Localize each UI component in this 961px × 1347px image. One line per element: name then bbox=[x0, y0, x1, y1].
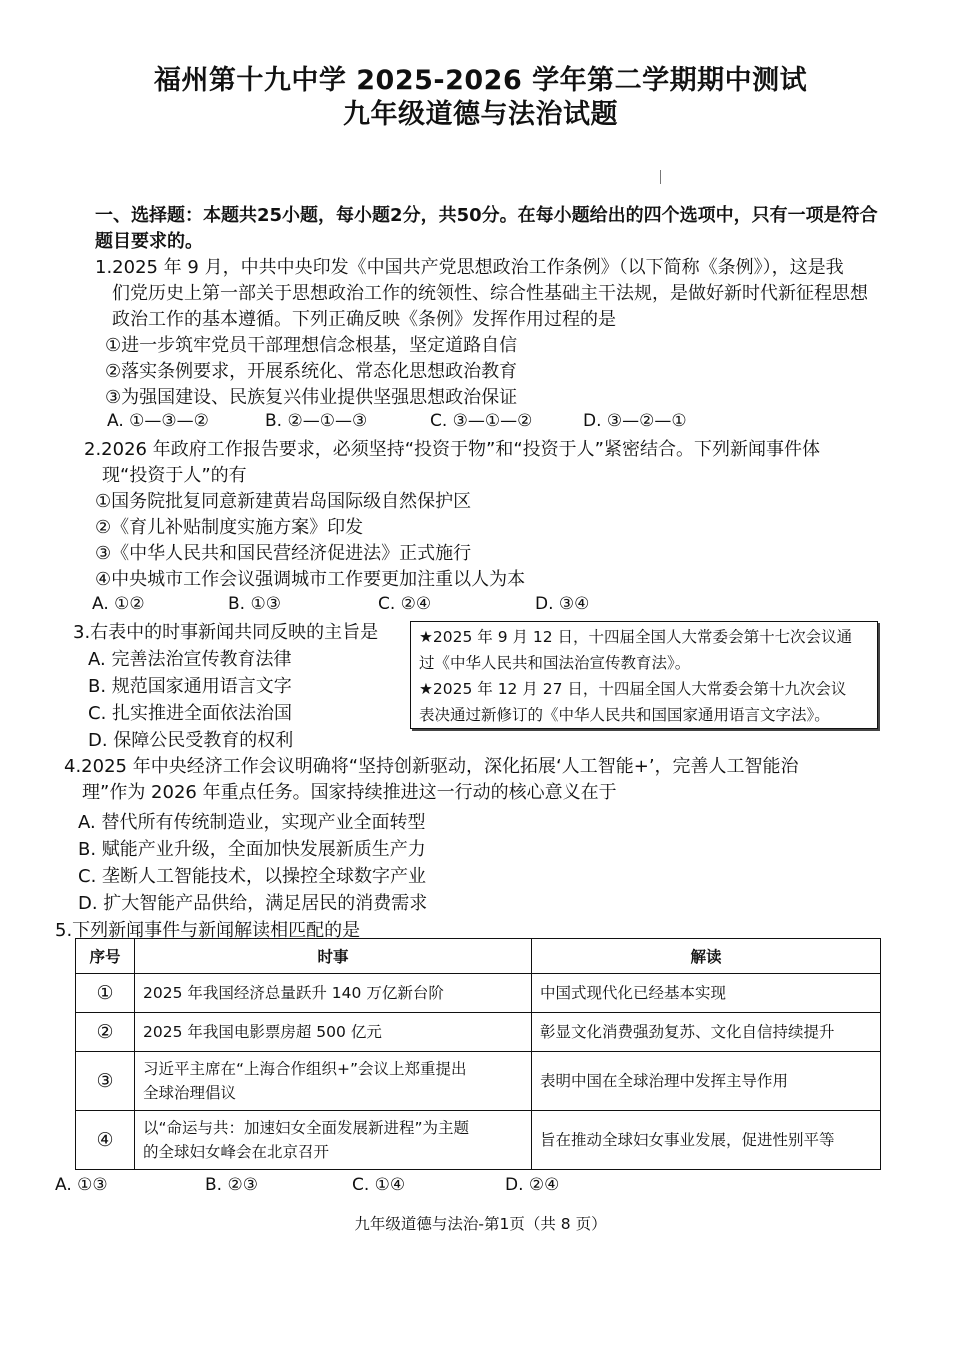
row-event-text: 2025 年我国电影票房超 500 亿元 bbox=[143, 1023, 382, 1041]
row-interp: 中国式现代化已经基本实现 bbox=[532, 974, 881, 1013]
q5-option-a: A. ①③ bbox=[55, 1175, 108, 1195]
table-row bbox=[76, 1013, 881, 1052]
news-item-1: ★2025 年 9 月 12 日，十四届全国人大常委会第十七次会议通 bbox=[419, 628, 853, 646]
q2-item-3: ③《中华人民共和国民营经济促进法》正式施行 bbox=[95, 543, 472, 564]
col-header-interp: 解读 bbox=[532, 939, 881, 974]
row-event-text: 习近平主席在“上海合作组织+”会议上郑重提出 bbox=[143, 1060, 467, 1078]
news-item-2-cont: 表决通过新修订的《中华人民共和国国家通用语言文字法》。 bbox=[419, 706, 830, 724]
row-interp: 表明中国在全球治理中发挥主导作用 bbox=[532, 1052, 881, 1111]
q5-option-d: D. ②④ bbox=[505, 1175, 560, 1195]
row-event bbox=[135, 1111, 532, 1170]
q3-stem: 3.右表中的时事新闻共同反映的主旨是 bbox=[73, 622, 379, 643]
q1-stem-3: 政治工作的基本遵循。下列正确反映《条例》发挥作用过程的是 bbox=[112, 309, 616, 330]
news-box bbox=[410, 621, 878, 729]
q1-item-1: ①进一步筑牢党员干部理想信念根基，坚定道路自信 bbox=[105, 335, 518, 356]
row-event bbox=[135, 1052, 532, 1111]
q3-option-a: A. 完善法治宣传教育法律 bbox=[88, 649, 292, 670]
section-instruction: 一、选择题：本题共25小题，每小题2分，共50分。在每小题给出的四个选项中，只有一项是符合 bbox=[95, 205, 878, 226]
q5-stem: 5.下列新闻事件与新闻解读相匹配的是 bbox=[55, 920, 361, 941]
q4-option-c: C. 垄断人工智能技术，以操控全球数字产业 bbox=[78, 866, 427, 887]
section-instruction-cont: 题目要求的。 bbox=[95, 231, 203, 252]
q3-option-d: D. 保障公民受教育的权利 bbox=[88, 730, 294, 751]
q2-option-c: C. ②④ bbox=[378, 594, 432, 614]
table-row bbox=[76, 1052, 881, 1111]
q2-item-1: ①国务院批复同意新建黄岩岛国际级自然保护区 bbox=[95, 491, 472, 512]
q4-option-a: A. 替代所有传统制造业，实现产业全面转型 bbox=[78, 812, 426, 833]
q3-option-b: B. 规范国家通用语言文字 bbox=[88, 676, 292, 697]
q5-table bbox=[75, 938, 881, 1170]
q4-option-b: B. 赋能产业升级，全面加快发展新质生产力 bbox=[78, 839, 426, 860]
q4-stem: 4.2025 年中央经济工作会议明确将“坚持创新驱动，深化拓展‘人工智能+’，完善人工智能治 bbox=[64, 756, 799, 777]
col-header-event: 时事 bbox=[135, 939, 532, 974]
row-event bbox=[135, 974, 532, 1013]
q1-option-c: C. ③—①—② bbox=[430, 411, 533, 431]
table-row bbox=[76, 1111, 881, 1170]
row-event-text-cont: 的全球妇女峰会在北京召开 bbox=[143, 1143, 330, 1161]
table-row bbox=[76, 974, 881, 1013]
row-interp: 彰显文化消费强劲复苏、文化自信持续提升 bbox=[532, 1013, 881, 1052]
q5-option-b: B. ②③ bbox=[205, 1175, 258, 1195]
q1-option-d: D. ③—②—① bbox=[583, 411, 687, 431]
row-event bbox=[135, 1013, 532, 1052]
q1-item-3: ③为强国建设、民族复兴伟业提供坚强思想政治保证 bbox=[105, 387, 518, 408]
q1-item-2: ②落实条例要求，开展系统化、常态化思想政治教育 bbox=[105, 361, 518, 382]
row-num: ① bbox=[76, 974, 135, 1013]
q5-option-c: C. ①④ bbox=[352, 1175, 406, 1195]
q2-item-4: ④中央城市工作会议强调城市工作要更加注重以人为本 bbox=[95, 569, 526, 590]
exam-subtitle: 九年级道德与法治试题 bbox=[343, 99, 618, 130]
q2-stem-2: 现“投资于人”的有 bbox=[102, 465, 247, 486]
row-num: ② bbox=[76, 1013, 135, 1052]
row-num: ③ bbox=[76, 1052, 135, 1111]
q3-option-c: C. 扎实推进全面依法治国 bbox=[88, 703, 293, 724]
q2-option-b: B. ①③ bbox=[228, 594, 281, 614]
scan-mark bbox=[660, 170, 661, 184]
col-header-num: 序号 bbox=[76, 939, 135, 974]
q1-option-a: A. ①—③—② bbox=[107, 411, 209, 431]
q1-stem-2: 们党历史上第一部关于思想政治工作的统领性、综合性基础主干法规，是做好新时代新征程思想 bbox=[112, 283, 868, 304]
q4-option-d: D. 扩大智能产品供给，满足居民的消费需求 bbox=[78, 893, 428, 914]
page-footer: 九年级道德与法治-第1页（共 8 页） bbox=[354, 1215, 607, 1233]
q1-option-b: B. ②—①—③ bbox=[265, 411, 368, 431]
exam-title: 福州第十九中学 2025-2026 学年第二学期期中测试 bbox=[153, 65, 808, 96]
q4-stem-2: 理”作为 2026 年重点任务。国家持续推进这一行动的核心意义在于 bbox=[82, 782, 617, 803]
row-interp: 旨在推动全球妇女事业发展，促进性别平等 bbox=[532, 1111, 881, 1170]
q2-item-2: ②《育儿补贴制度实施方案》印发 bbox=[95, 517, 364, 538]
row-num: ④ bbox=[76, 1111, 135, 1170]
q1-stem: 1.2025 年 9 月，中共中央印发《中国共产党思想政治工作条例》（以下简称《条例》），这是我 bbox=[95, 257, 844, 278]
table-header-row bbox=[76, 939, 881, 974]
news-item-2: ★2025 年 12 月 27 日，十四届全国人大常委会第十九次会议 bbox=[419, 680, 847, 698]
q2-option-d: D. ③④ bbox=[535, 594, 590, 614]
q2-option-a: A. ①② bbox=[92, 594, 145, 614]
row-event-text-cont: 全球治理倡议 bbox=[143, 1084, 237, 1102]
q2-stem: 2.2026 年政府工作报告要求，必须坚持“投资于物”和“投资于人”紧密结合。下列新闻事件体 bbox=[84, 439, 821, 460]
row-event-text: 以“命运与共：加速妇女全面发展新进程”为主题 bbox=[143, 1119, 470, 1137]
row-event-text: 2025 年我国经济总量跃升 140 万亿新台阶 bbox=[143, 984, 444, 1002]
news-item-1-cont: 过《中华人民共和国法治宣传教育法》。 bbox=[419, 654, 691, 672]
